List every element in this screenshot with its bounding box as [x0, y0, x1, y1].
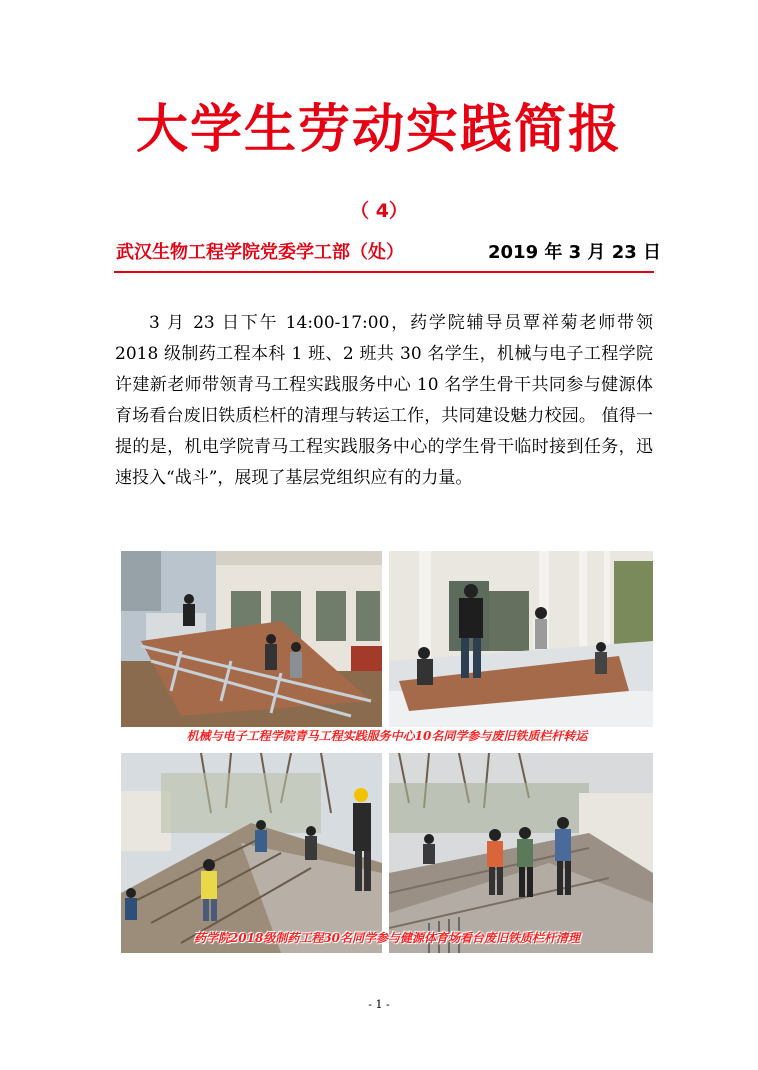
photo-caption-bottom: 药学院2018级制药工程30名同学参与健源体育场看台废旧铁质栏杆清理 [193, 931, 581, 945]
photo-students-walking [389, 753, 653, 953]
bulletin-title: 大学生劳动实践简报 [135, 100, 622, 160]
photo-students-on-truck [389, 551, 653, 727]
organization-name: 武汉生物工程学院党委学工部（处） [116, 242, 404, 263]
photo-stands-clearing [121, 753, 382, 953]
photo-collage [121, 551, 653, 953]
photo-caption-top: 机械与电子工程学院青马工程实践服务中心10名同学参与废旧铁质栏杆转运 [186, 729, 588, 743]
page-number: - 1 - [368, 998, 390, 1011]
article-paragraph: 3 月 23 日下午 14:00-17:00，药学院辅导员覃祥菊老师带领 2018 级制药工程本科 1 班、2 班共 30 名学生，机械与电子工程学院许建新老师带领青马工程实践服务中心 10 名学生骨干共同参与健源体育场看台废旧铁质栏杆的清理与转运工作，共同建设魅力校园。 值得一提的是，机电学院青马工程实践服务中心的学生骨干临时接到任务，迅速投入“战斗”，展现了基层党组织应有的力量。 [115, 313, 653, 488]
article-body [115, 308, 653, 494]
issue-number: （ 4） [350, 200, 408, 222]
photo-truck-loading [121, 551, 382, 727]
header-divider [114, 271, 654, 273]
issue-date: 2019 年 3 月 23 日 [488, 242, 662, 263]
